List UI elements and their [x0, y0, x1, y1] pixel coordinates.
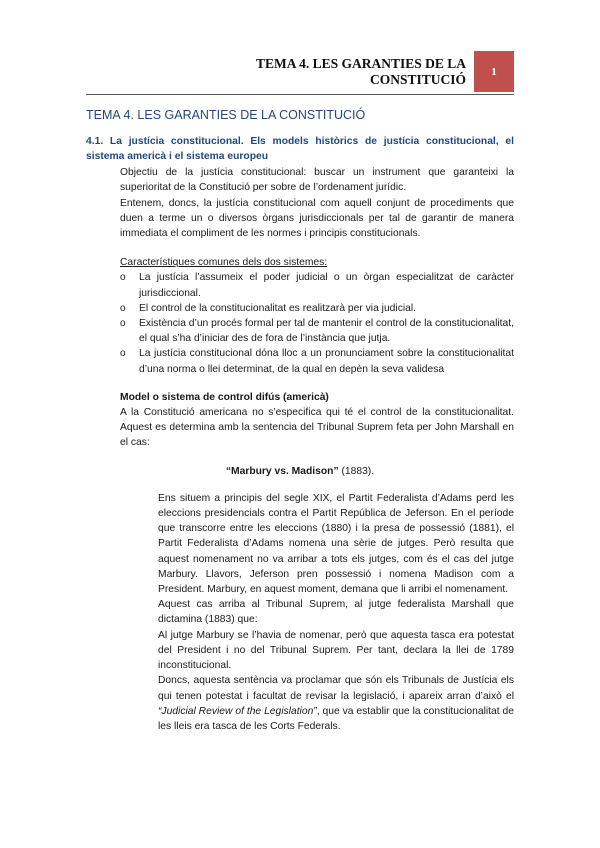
intro-paragraph-2: Entenem, doncs, la justícia constitucional com aquell conjunt de procediments que duen a terme un o diversos òrgans jurisdiccionals per tal de garantir de manera immediata el compliment de les normes i principis constitucionals.	[120, 197, 514, 240]
model-heading: Model o sistema de control difús (americà)	[120, 391, 329, 403]
intro-block	[120, 165, 514, 270]
bullet-icon: o	[120, 348, 126, 360]
model-block	[120, 390, 514, 451]
judicial-review-term: “Judicial Review of the Legislation”	[158, 705, 317, 717]
list-item: o La justícia constitucional dóna lloc a un pronunciament sobre la constitucionalitat d’una norma o llei determinat, de la qual en depèn la seva validesa	[120, 348, 514, 375]
section-heading: 4.1. La justícia constitucional. Els models històrics de justícia constitucional, el sistema americà i el sistema europeu	[86, 136, 514, 162]
bullet-icon: o	[120, 318, 126, 330]
model-paragraph: A la Constitució americana no s’especifica qui té el control de la constitucionalitat. Aquest es determina amb la sentencia del Tribunal Suprem feta per John Marshall en el cas:	[120, 407, 514, 449]
page-header	[86, 52, 514, 95]
case-paragraph-1: Ens situem a principis del segle XIX, el Partit Federalista d’Adams perd les eleccions presidencials contra el Partit República de Jeferson. En el període que transcorre entre les eleccions (1880) i la presa de possessió (1881), el Partit Federalista d’Adams nomena una sèrie de jutges. Però resulta que aquest nomenament no va arribar a tots els jutges, com és el cas del jutge Marbury. Llavors, Jeferson pren possessió i nomena Madison com a President. Marbury, en aquest moment, demana que li arribi el nomenament.	[158, 492, 514, 596]
case-paragraph-2: Aquest cas arriba al Tribunal Suprem, al jutge federalista Marshall que dictamina (1883) que:	[158, 599, 514, 626]
characteristics-heading: Característiques comunes dels dos sistemes:	[120, 257, 328, 269]
case-paragraph-4: Doncs, aquesta sentència va proclamar que són els Tribunals de Justícia els qui tenen potestat i facultat de revisar la legislació, i apareix arran d’això el “Judicial Review of the Legislation”, que va establir que la constitucionalitat de les lleis era tasca de les Corts Federals.	[158, 675, 514, 732]
page-number: 1	[491, 65, 497, 78]
header-title: TEMA 4. LES GARANTIES DE LA CONSTITUCIÓ	[255, 56, 466, 87]
case-block	[158, 491, 514, 734]
characteristics-list	[86, 270, 514, 376]
list-item: o La justícia l’assumeix el poder judicial o un òrgan especialitzat de caràcter jurisdiccional.	[120, 272, 514, 299]
page-number-box	[474, 51, 514, 92]
case-paragraph-3: Al jutge Marbury se l’havia de nomenar, però que aquesta tasca era potestat del President i no del Tribunal Suprem. Per tant, declara la llei de 1789 inconstitucional.	[158, 629, 514, 672]
case-name: “Marbury vs. Madison”	[225, 465, 339, 477]
document-title: TEMA 4. LES GARANTIES DE LA CONSTITUCIÓ	[86, 108, 366, 122]
case-year: (1883).	[341, 465, 375, 477]
intro-paragraph-1: Objectiu de la justícia constitucional: buscar un instrument que garanteixi la superioritat de la Constitució per sobre de l’ordenament jurídic.	[120, 167, 514, 194]
document-body	[86, 108, 514, 734]
list-item: o El control de la constitucionalitat es realitzarà per via judicial.	[120, 301, 514, 316]
case-title	[86, 464, 514, 479]
bullet-icon: o	[120, 302, 126, 314]
list-item: o Existència d’un procés formal per tal de mantenir el control de la constitucionalitat, el qual s’ha d’iniciar des de fora de l’instància que jutja.	[120, 318, 514, 345]
bullet-icon: o	[120, 272, 126, 284]
